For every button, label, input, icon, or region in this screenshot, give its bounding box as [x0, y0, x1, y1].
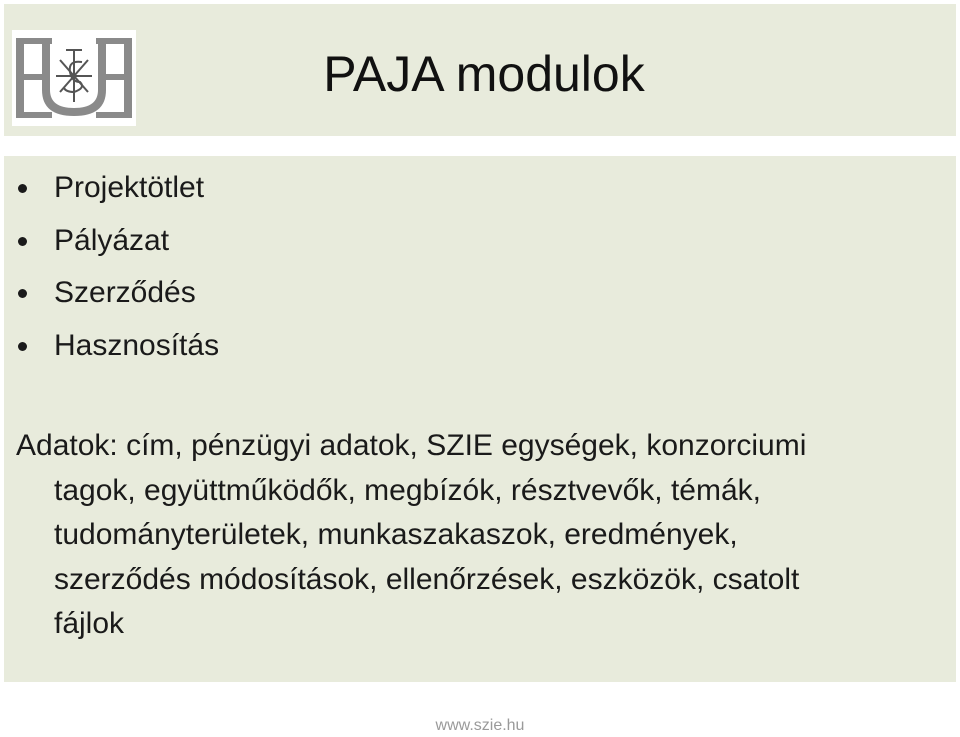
bullet-label: Pályázat — [54, 223, 170, 257]
bullet-item — [4, 162, 219, 215]
bullet-list — [4, 162, 219, 372]
bullet-label: Szerződés — [54, 276, 196, 309]
paragraph-line: Adatok: cím, pénzügyi adatok, SZIE egységek, konzorciumi — [16, 429, 807, 462]
slide-header — [4, 4, 956, 136]
slide-title: PAJA modulok — [323, 46, 645, 102]
bullet-icon — [18, 342, 27, 351]
bullet-label: Hasznosítás — [54, 328, 220, 362]
footer-url: www.szie.hu — [435, 717, 525, 734]
bullet-icon — [18, 289, 27, 298]
paragraph-line: fájlok — [54, 607, 125, 640]
paragraph-line: tagok, együttműködők, megbízók, résztvevők, témák, — [54, 473, 761, 507]
bullet-item — [4, 267, 219, 320]
paragraph-line: szerződés módosítások, ellenőrzések, eszközök, csatolt — [54, 562, 800, 596]
bullet-label: Projektötlet — [54, 171, 205, 204]
bullet-item — [4, 215, 219, 268]
slide-content — [4, 156, 956, 682]
bullet-icon — [18, 237, 27, 246]
paragraph-line: tudományterületek, munkaszakaszok, eredmények, — [54, 518, 738, 551]
bullet-icon — [18, 184, 27, 193]
university-logo-icon — [12, 30, 136, 126]
data-description-paragraph — [16, 424, 946, 647]
bullet-item — [4, 320, 219, 373]
